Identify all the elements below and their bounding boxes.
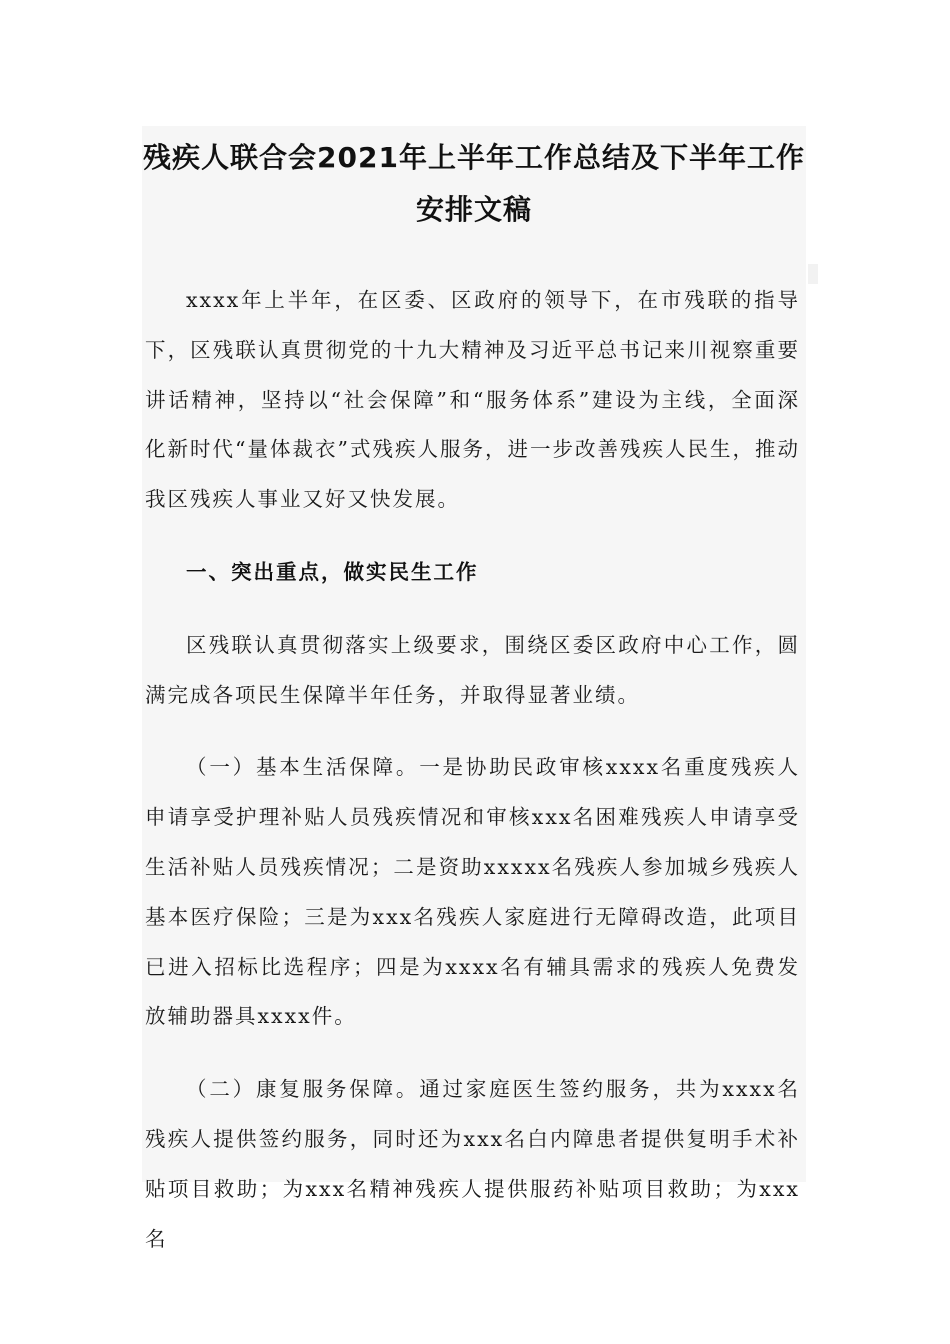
document-body [142,276,806,1264]
document-page [142,126,806,1251]
section-heading-1: 一、突出重点，做实民生工作 [186,559,479,584]
section-1-paragraph: 区残联认真贯彻落实上级要求，围绕区委区政府中心工作，圆满完成各项民生保障半年任务，并取得显著业绩。 [145,632,800,707]
intro-paragraph: xxxx年上半年，在区委、区政府的领导下，在市残联的指导下，区残联认真贯彻党的十九大精神及习近平总书记来川视察重要讲话精神，坚持以“社会保障”和“服务体系”建设为主线，全面深化新时代“量体裁衣”式残疾人服务，进一步改善残疾人民生，推动我区残疾人事业又好又快发展。 [145,288,800,512]
document-title: 残疾人联合会2021年上半年工作总结及下半年工作安排文稿 [143,141,805,226]
basic-living-paragraph: （一）基本生活保障。一是协助民政审核xxxx名重度残疾人申请享受护理补贴人员残疾情况和审核xxx名困难残疾人申请享受生活补贴人员残疾情况；二是资助xxxxx名残疾人参加城乡残疾人基本医疗保险；三是为xxx名残疾人家庭进行无障碍改造，此项目已进入招标比选程序；四是为xxxx名有辅具需求的残疾人免费发放辅助器具xxxx件。 [145,755,800,1029]
page-edge-mark [808,264,818,284]
rehab-service-paragraph: （二）康复服务保障。通过家庭医生签约服务，共为xxxx名残疾人提供签约服务，同时还为xxx名白内障患者提供复明手术补贴项目救助；为xxx名精神残疾人提供服药补贴项目救助；为xxx名 [145,1077,800,1251]
